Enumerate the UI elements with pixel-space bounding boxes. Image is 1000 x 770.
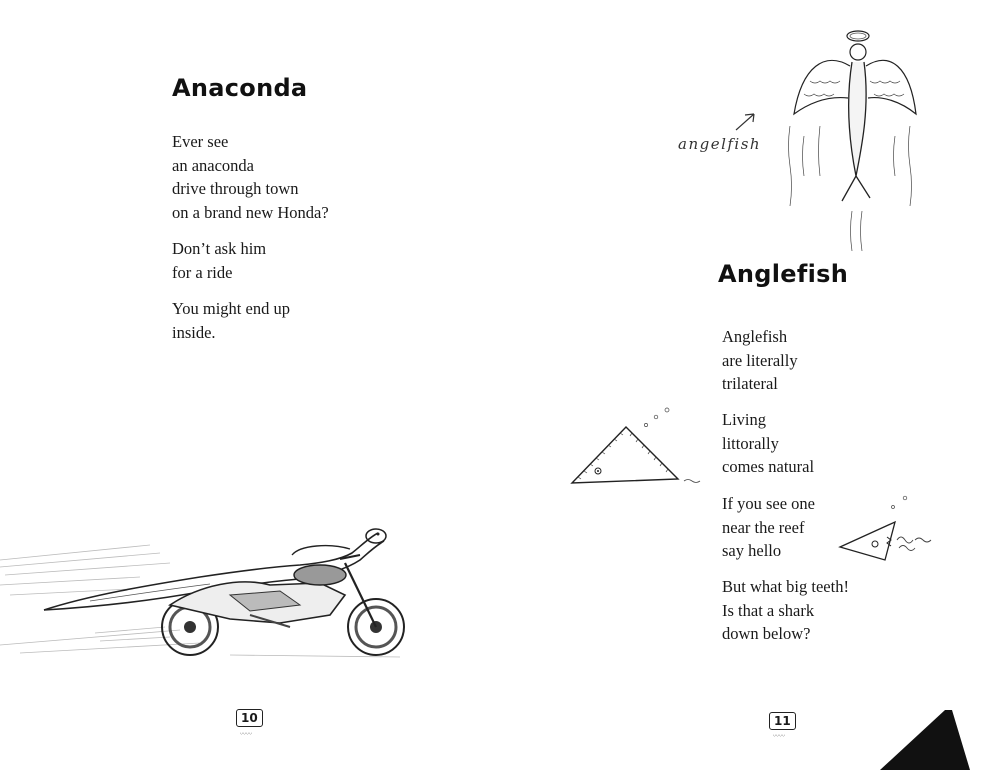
poem-line: Don’t ask him: [172, 239, 267, 258]
poem-line: Anglefish: [722, 327, 788, 346]
poem-title-anaconda: Anaconda: [172, 74, 308, 102]
anglefish-stanza-2: [722, 408, 814, 479]
small-triangle-fish-illustration: [835, 492, 945, 562]
poem-line: inside.: [172, 322, 216, 342]
angel-fish-illustration: [790, 26, 920, 256]
poem-line: But what big teeth!: [722, 577, 849, 596]
poem-line: littorally: [722, 433, 779, 453]
triangle-ruler-fish-illustration: [568, 405, 713, 490]
poem-line: down below?: [722, 624, 811, 643]
anaconda-stanza-1: [172, 130, 329, 224]
black-corner-shape: [880, 710, 1000, 770]
anaconda-stanza-3: [172, 297, 290, 344]
poem-line: comes natural: [722, 457, 815, 476]
poem-line: trilateral: [722, 374, 778, 393]
poem-line: are literally: [722, 350, 798, 370]
poem-line: Living: [722, 410, 766, 429]
poem-line: If you see one: [722, 494, 816, 513]
anglefish-stanza-3: [722, 492, 815, 563]
poem-line: on a brand new Honda?: [172, 202, 329, 222]
handwritten-note-angelfish: angelfish: [678, 135, 762, 153]
poem-line: say hello: [722, 541, 782, 560]
poem-line: Is that a shark: [722, 600, 815, 620]
poem-line: an anaconda: [172, 155, 254, 175]
anaconda-stanza-2: [172, 237, 266, 284]
signature-squiggle: 〰〰: [240, 731, 253, 738]
right-page: [500, 0, 1000, 770]
page-number-10: 10: [236, 709, 263, 727]
anglefish-stanza-4: [722, 575, 849, 646]
page-number-11: 11: [769, 712, 796, 730]
poem-line: Ever see: [172, 132, 229, 151]
signature-squiggle: 〰〰: [773, 733, 786, 740]
poem-line: You might end up: [172, 299, 290, 318]
poem-line: drive through town: [172, 179, 299, 198]
poem-line: for a ride: [172, 262, 233, 282]
poem-title-anglefish: Anglefish: [718, 260, 849, 288]
anaconda-motorcycle-illustration: [0, 515, 420, 675]
poem-line: near the reef: [722, 517, 805, 537]
arrow-icon: [732, 110, 762, 132]
anglefish-stanza-1: [722, 325, 798, 396]
